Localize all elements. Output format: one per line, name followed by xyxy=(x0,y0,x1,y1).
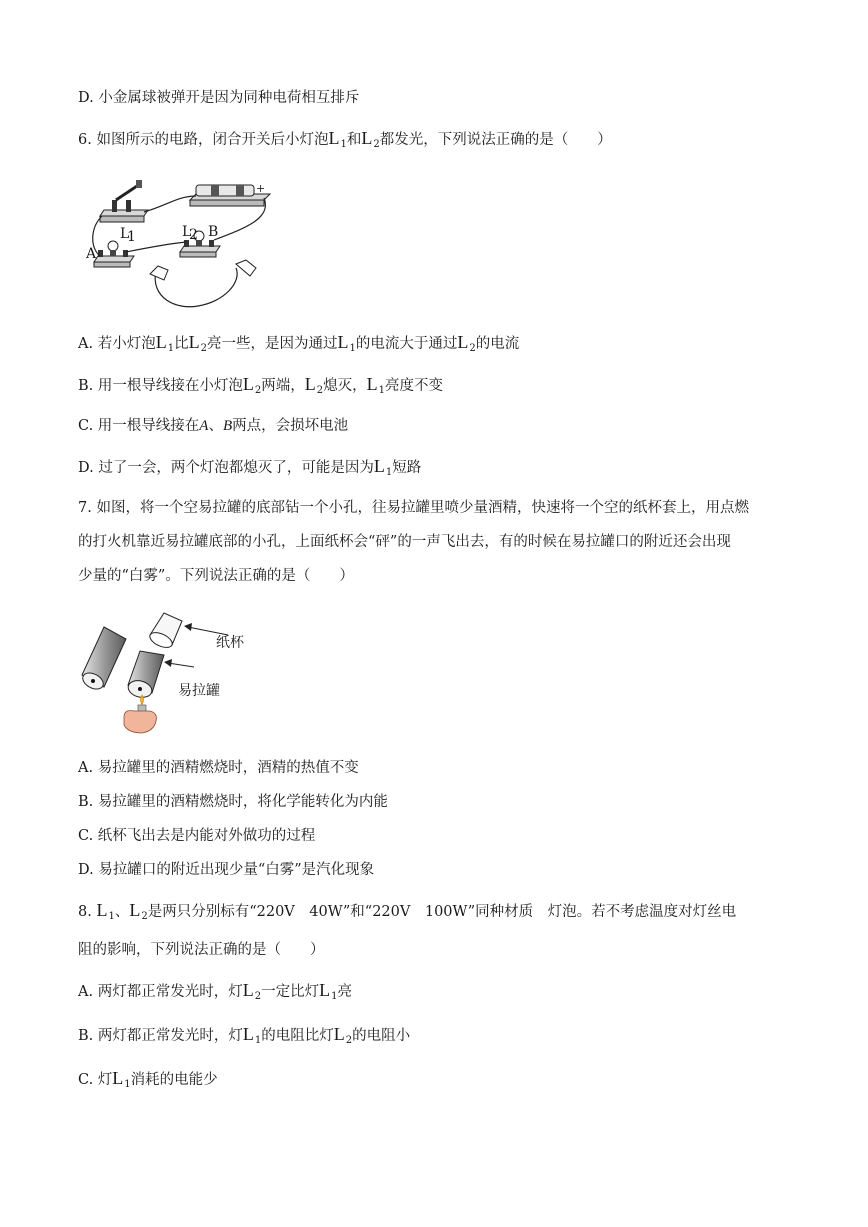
label-b: B xyxy=(208,224,219,240)
q8-option-c: C. 灯$L_1$消耗的电能少 xyxy=(78,1068,218,1090)
lighter-hand-icon xyxy=(124,695,156,733)
q8-stem-line2: 阻的影响，下列说法正确的是（ ） xyxy=(78,942,325,958)
label-l2: L xyxy=(182,224,192,240)
q5-option-d: D. 小金属球被弹开是因为同种电荷相互排斥 xyxy=(78,90,360,106)
q8-option-a: A. 两灯都正常发光时，灯$L_2$一定比灯$L_1$亮 xyxy=(78,980,352,1002)
q8-option-b: B. 两灯都正常发光时，灯$L_1$的电阻比灯$L_2$的电阻小 xyxy=(78,1024,411,1046)
q6-option-d: D. 过了一会，两个灯泡都熄灭了，可能是因为$L_1$短路 xyxy=(78,456,422,478)
label-a: A xyxy=(86,246,97,262)
left-can-icon xyxy=(80,627,126,692)
q6-option-b: B. 用一根导线接在小灯泡$L_2$两端，$L_2$熄灭，$L_1$亮度不变 xyxy=(78,374,443,396)
right-can-icon xyxy=(126,651,164,700)
q7-option-d: D. 易拉罐口的附近出现少量“白雾”是汽化现象 xyxy=(78,862,375,878)
circuit-diagram xyxy=(86,178,276,313)
q6-option-a: A. 若小灯泡$L_1$比$L_2$亮一些，是因为通过$L_1$的电流大于通过$L_2$的电流 xyxy=(78,332,520,354)
battery-icon xyxy=(190,182,270,206)
label-can: 易拉罐 xyxy=(178,683,220,699)
paper-cup-icon xyxy=(148,613,182,651)
q7-option-a: A. 易拉罐里的酒精燃烧时，酒精的热值不变 xyxy=(78,760,359,776)
q7-stem-line3: 少量的“白雾”。下列说法正确的是（ ） xyxy=(78,568,354,584)
svg-text:1: 1 xyxy=(127,229,136,245)
q8-stem-line1: 8. $L_1$、$L_2$是两只分别标有“220V 40W”和“220V 100W”同种材质 灯泡。若不考虑温度对灯丝电 xyxy=(78,900,737,922)
q6-option-c: C. 用一根导线接在A、B两点，会损坏电池 xyxy=(78,418,349,434)
q7-option-c: C. 纸杯飞出去是内能对外做功的过程 xyxy=(78,828,316,844)
q7-stem-line1: 7. 如图，将一个空易拉罐的底部钻一个小孔，往易拉罐里喷少量酒精，快速将一个空的纸杯套上，用点燃 xyxy=(78,500,749,516)
label-l1: L xyxy=(120,226,130,242)
q7-stem-line2: 的打火机靠近易拉罐底部的小孔，上面纸杯会“砰”的一声飞出去，有的时候在易拉罐口的附近还会出现 xyxy=(78,534,731,550)
can-and-cup-figure xyxy=(76,605,276,745)
label-paper-cup: 纸杯 xyxy=(216,635,244,651)
switch-icon xyxy=(100,180,148,222)
q6-stem: 6. 如图所示的电路，闭合开关后小灯泡$L_1$和$L_2$都发光，下列说法正确的是（ ） xyxy=(78,128,612,150)
svg-text:2: 2 xyxy=(189,227,198,243)
q7-option-b: B. 易拉罐里的酒精燃烧时，将化学能转化为内能 xyxy=(78,794,388,810)
svg-text:+: + xyxy=(256,182,266,195)
